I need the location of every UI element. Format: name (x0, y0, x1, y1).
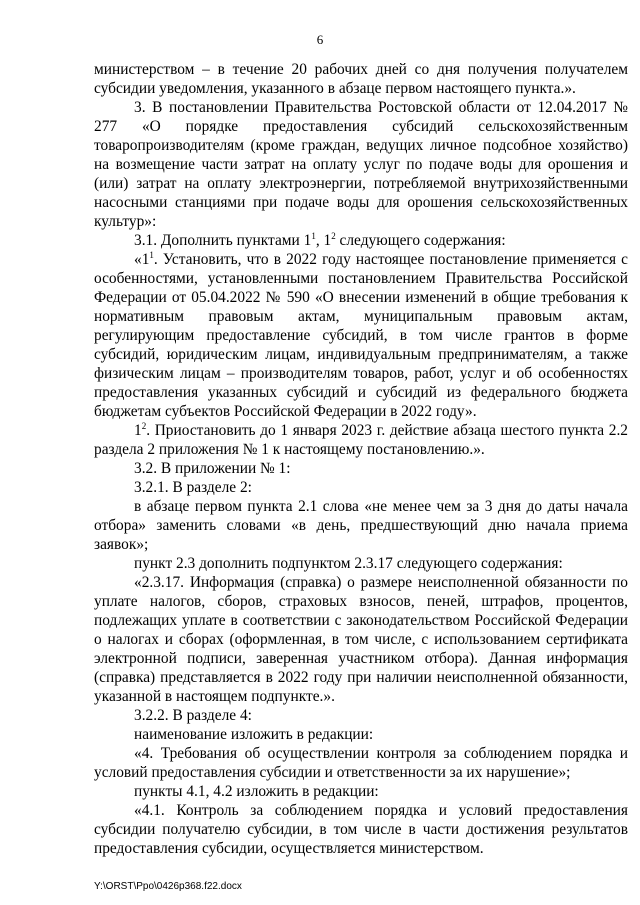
paragraph-item-3-2: 3.2. В приложении № 1: (134, 460, 291, 477)
paragraph-item-1-2: $1^2$. Приостановить до 1 января 2023 г. действие абзаца шестого пункта 2.2 раздела 2 приложения № 1 к настоящему постановлению.». (94, 420, 628, 458)
paragraph-title-edit: наименование изложить в редакции: (134, 726, 374, 743)
paragraph-item-3: 3. В постановлении Правительства Ростовской области от 12.04.2017 № 277 «О порядке предоставления субсидий сельскохозяйственным товаропроизводителям (кроме граждан, ведущих личное подсобное хозяйство) на возмещение части затрат на оплату услуг по подаче воды для орошения и (или) затрат на оплату электроэнергии, потребляемой внутрихозяйственными насосными станциями при подаче воды для орошения сельскохозяйственных культур»: (94, 99, 628, 230)
paragraph-item-3-1: 3.1. Дополнить пунктами $1^1$, $1^2$ следующего содержания: (134, 230, 506, 249)
paragraph-amend-2-3: пункт 2.3 дополнить подпунктом 2.3.17 следующего содержания: (134, 555, 563, 572)
paragraph-item-3-2-1: 3.2.1. В разделе 2: (134, 479, 252, 496)
paragraph-item-2-3-17: «2.3.17. Информация (справка) о размере неисполненной обязанности по уплате налогов, сборов, страховых взносов, пеней, штрафов, процентов, подлежащих уплате в соответствии с законодательством Российской Федерации о налогах и сборах (оформленная, в том числе, с использованием сертификата электронной подписи, заверенная участником отбора). Данная информация (справка) представляется в 2022 году при наличии неисполненной обязанности, указанной в настоящем подпункте.». (94, 574, 628, 705)
document-body (94, 60, 628, 858)
paragraph-item-3-2-2: 3.2.2. В разделе 4: (134, 707, 252, 724)
paragraph-item-4-1: «4.1. Контроль за соблюдением порядка и условий предоставления субсидии получателю субсидии, в том числе в части достижения результатов предоставления субсидии, осуществляется министерством. (94, 802, 628, 857)
paragraph-item-1-1: «$1^1$. Установить, что в 2022 году настоящее постановление применяется с особенностями, установленными постановлением Правительства Российской Федерации от 05.04.2022 № 590 «О внесении изменений в общие требования к нормативным правовым актам, муниципальным правовым актам, регулирующим предоставление субсидий, в том числе грантов в форме субсидий, юридическим лицам, индивидуальным предпринимателям, а также физическим лицам – производителям товаров, работ, услуг и об особенностях предоставления указанных субсидий и субсидий из федерального бюджета бюджетам субъектов Российской Федерации в 2022 году». (94, 249, 628, 420)
paragraph-amend-2-1: в абзаце первом пункта 2.1 слова «не менее чем за 3 дня до даты начала отбора» заменить словами «в день, предшествующий дню начала приема заявок»; (94, 498, 628, 553)
paragraph-section-4-title: «4. Требования об осуществлении контроля за соблюдением порядка и условий предоставления субсидии и ответственности за их нарушение»; (94, 745, 628, 781)
file-path-footer: Y:\ORST\Ppo\0426p368.f22.docx (94, 881, 242, 892)
paragraph-continuation: министерством – в течение 20 рабочих дней со дня получения получателем субсидии уведомления, указанного в абзаце первом настоящего пункта.». (94, 61, 628, 97)
page-number: 6 (316, 32, 324, 47)
paragraph-items-4-1-4-2: пункты 4.1, 4.2 изложить в редакции: (134, 783, 379, 800)
